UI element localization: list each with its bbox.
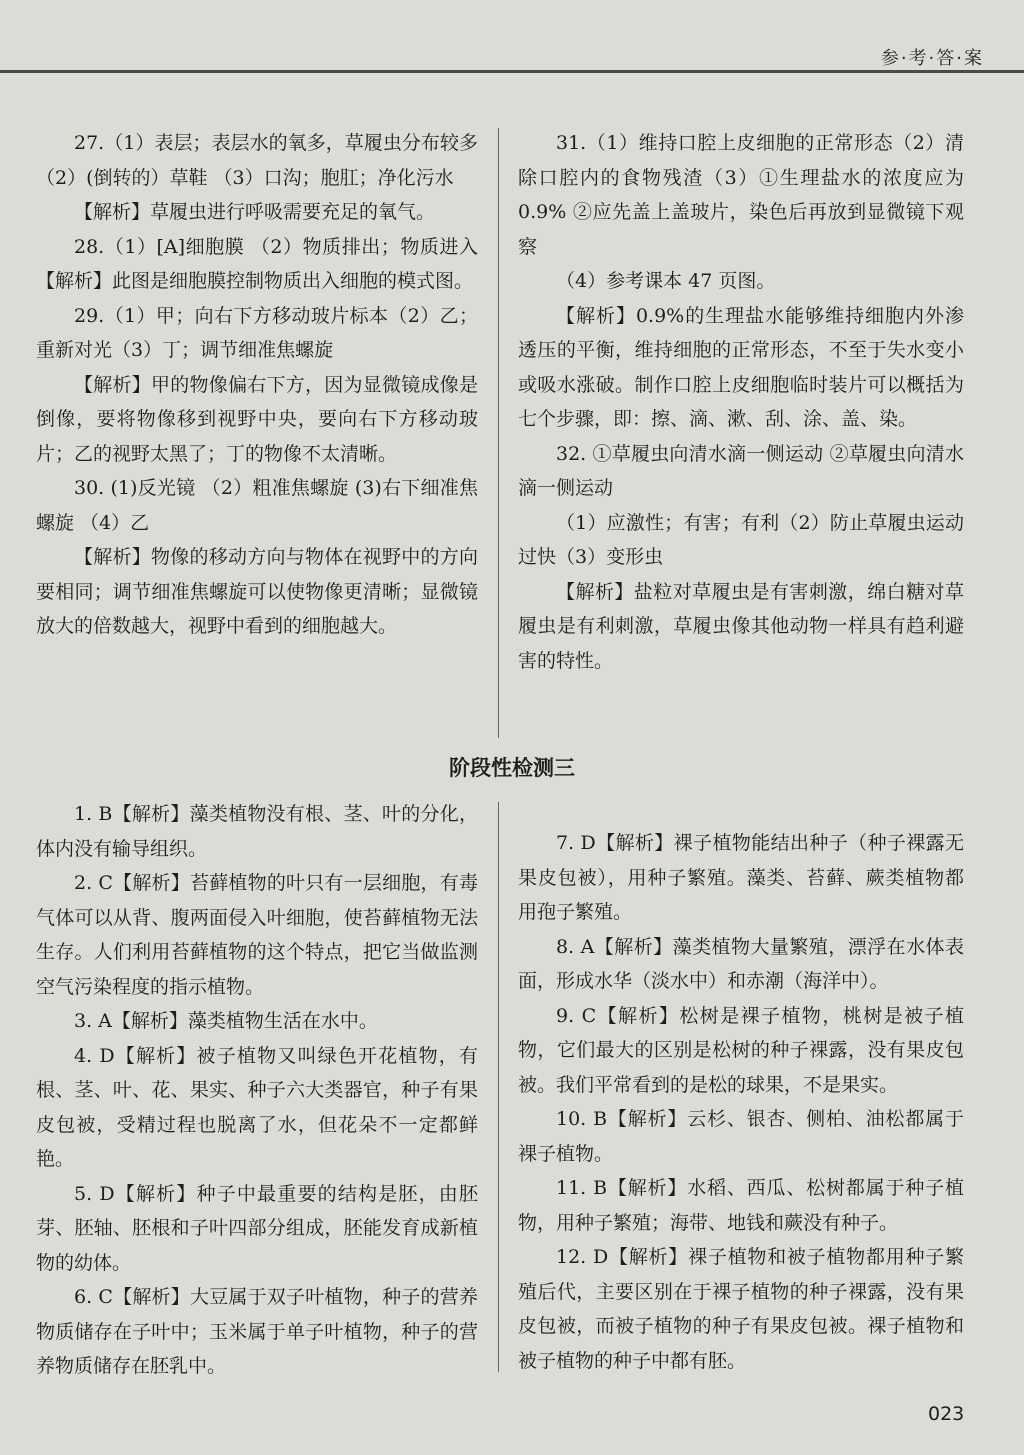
answer-9: 9. C【解析】松树是裸子植物，桃树是被子植物，它们最大的区别是松树的种子裸露，没有果皮包被。我们平常看到的是松的球果，不是果实。 (518, 1004, 964, 1096)
analysis-30: 【解析】物像的移动方向与物体在视野中的方向要相同；调节细准焦螺旋可以使物像更清晰；显微镜放大的倍数越大，视野中看到的细胞越大。 (36, 546, 478, 637)
top-left-column (36, 126, 478, 644)
answer-2: 2. C【解析】苔藓植物的叶只有一层细胞，有毒气体可以从背、腹两面侵入叶细胞，使苔藓植物无法生存。人们利用苔藓植物的这个特点，把它当做监测空气污染程度的指示植物。 (36, 872, 478, 998)
answer-11: 11. B【解析】水稻、西瓜、松树都属于种子植物，用种子繁殖；海带、地钱和蕨没有种子。 (518, 1177, 964, 1234)
answer-8: 8. A【解析】藻类植物大量繁殖，漂浮在水体表面，形成水华（淡水中）和赤潮（海洋中）。 (518, 935, 964, 992)
answer-29: 29.（1）甲；向右下方移动玻片标本（2）乙；重新对光（3）丁；调节细准焦螺旋 (36, 304, 478, 361)
bottom-left-column (36, 797, 478, 1384)
answer-10: 10. B【解析】云杉、银杏、侧柏、油松都属于裸子植物。 (518, 1108, 964, 1165)
analysis-32: 【解析】盐粒对草履虫是有害刺激，绵白糖对草履虫是有利刺激，草履虫像其他动物一样具有趋利避害的特性。 (518, 580, 964, 672)
answer-5: 5. D【解析】种子中最重要的结构是胚，由胚芽、胚轴、胚根和子叶四部分组成，胚能发育成新植物的幼体。 (36, 1182, 478, 1274)
answer-3: 3. A【解析】藻类植物生活在水中。 (74, 1010, 378, 1032)
answer-7: 7. D【解析】裸子植物能结出种子（种子裸露无果皮包被），用种子繁殖。藻类、苔藓、蕨类植物都用孢子繁殖。 (518, 832, 964, 923)
analysis-29: 【解析】甲的物像偏右下方，因为显微镜成像是倒像，要将物像移到视野中央，要向右下方移动玻片；乙的视野太黑了；丁的物像不太清晰。 (36, 373, 478, 465)
answer-4: 4. D【解析】被子植物又叫绿色开花植物，有根、茎、叶、花、果实、种子六大类器官，种子有果皮包被，受精过程也脱离了水，但花朵不一定都鲜艳。 (36, 1044, 478, 1170)
answer-32-sub: （1）应激性；有害；有利（2）防止草履虫运动过快（3）变形虫 (518, 511, 964, 568)
analysis-27: 【解析】草履虫进行呼吸需要充足的氧气。 (74, 201, 436, 223)
header-rule (0, 70, 1024, 73)
column-divider-bottom (498, 802, 499, 1372)
section-title: 阶段性检测三 (449, 756, 575, 780)
answer-12: 12. D【解析】裸子植物和被子植物都用种子繁殖后代，主要区别在于裸子植物的种子裸露，没有果皮包被，而被子植物的种子有果皮包被。裸子植物和被子植物的种子中都有胚。 (518, 1246, 964, 1372)
header-title: 参·考·答·案 (880, 48, 984, 69)
answer-1: 1. B【解析】藻类植物没有根、茎、叶的分化，体内没有输导组织。 (36, 803, 478, 860)
bottom-right-column (518, 826, 964, 1378)
answer-31: 31.（1）维持口腔上皮细胞的正常形态（2）清除口腔内的食物残渣（3）①生理盐水的浓度应为 0.9% ②应先盖上盖玻片，染色后再放到显微镜下观察 (518, 132, 964, 258)
answer-6: 6. C【解析】大豆属于双子叶植物，种子的营养物质储存在子叶中；玉米属于单子叶植物，种子的营养物质储存在胚乳中。 (36, 1286, 478, 1377)
answer-30: 30. (1)反光镜 （2）粗准焦螺旋 (3)右下细准焦螺旋 （4）乙 (36, 477, 478, 534)
analysis-31: 【解析】0.9%的生理盐水能够维持细胞内外渗透压的平衡，维持细胞的正常形态，不至于失水变小或吸水涨破。制作口腔上皮细胞临时装片可以概括为七个步骤，即：擦、滴、漱、刮、涂、盖、染。 (518, 304, 964, 430)
answer-28: 28.（1）[A]细胞膜 （2）物质排出；物质进入【解析】此图是细胞膜控制物质出入细胞的模式图。 (36, 235, 478, 292)
answer-31-4: （4）参考课本 47 页图。 (556, 270, 776, 292)
page-number: 023 (928, 1403, 965, 1425)
answer-32: 32. ①草履虫向清水滴一侧运动 ②草履虫向清水滴一侧运动 (518, 442, 964, 499)
column-divider-top (498, 128, 499, 738)
top-right-column (518, 126, 964, 678)
answer-27: 27.（1）表层；表层水的氧多，草履虫分布较多 （2）(倒转的）草鞋 （3）口沟；胞肛；净化污水 (36, 132, 478, 189)
